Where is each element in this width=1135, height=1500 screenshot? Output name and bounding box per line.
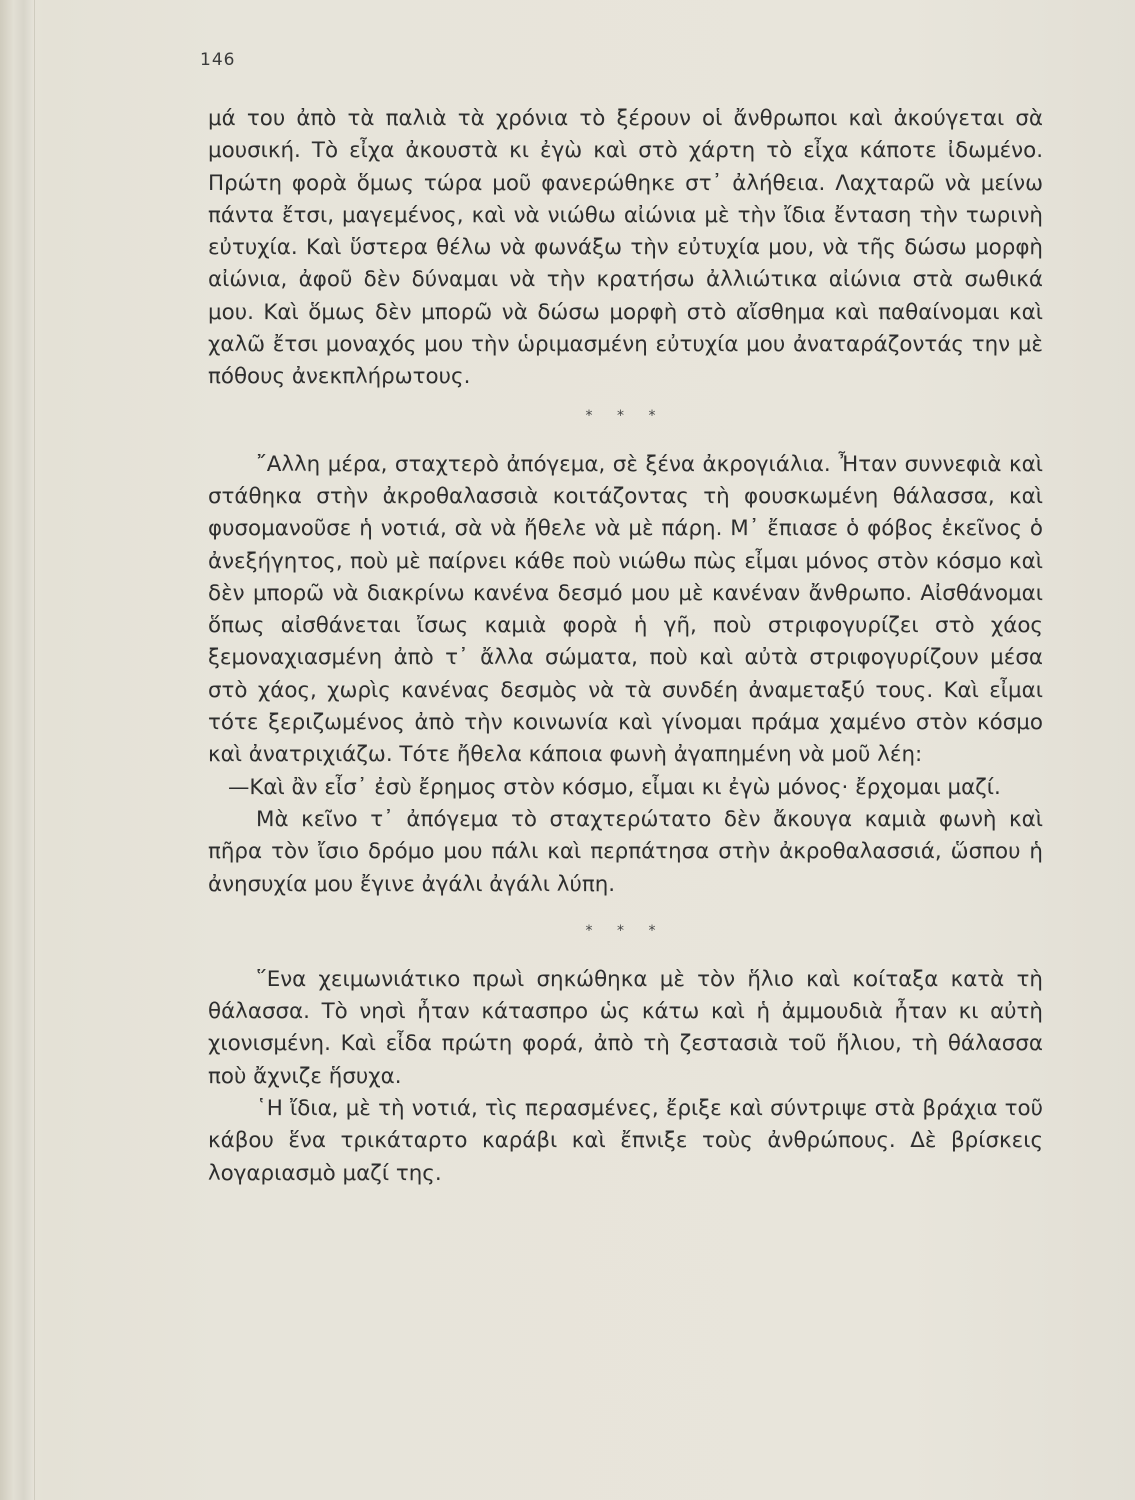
page-number: 146 xyxy=(200,50,236,70)
paragraph: ῎Αλλη μέρα, σταχτερὸ ἀπόγεμα, σὲ ξένα ἀκρογιάλια. Ἦταν συννεφιὰ καὶ στάθηκα στὴν ἀκροθαλασσιὰ κοιτάζοντας τὴ φουσκωμένη θάλασσα, καὶ φυσομανοῦσε ἡ νοτιά, σὰ νὰ ἤθελε νὰ μὲ πάρη. Μ᾿ ἔπιασε ὁ φόβος ἐκεῖνος ὁ ἀνεξήγητος, ποὺ μὲ παίρνει κάθε ποὺ νιώθω πὼς εἶμαι μόνος στὸν κόσμο καὶ δὲν μπορῶ νὰ διακρίνω κανένα δεσμό μου μὲ κανέναν ἄνθρωπο. Αἰσθάνομαι ὅπως αἰσθάνεται ἴσως καμιὰ φορὰ ἡ γῆ, ποὺ στριφογυρίζει στὸ χάος ξεμοναχιασμένη ἀπὸ τ᾿ ἄλλα σώματα, ποὺ καὶ αὐτὰ στριφογυρίζουν μέσα στὸ χάος, χωρὶς κανένας δεσμὸς νὰ τὰ συνδέη ἀναμεταξύ τους. Καὶ εἶμαι τότε ξεριζωμένος ἀπὸ τὴν κοινωνία καὶ γίνομαι πράμα χαμένο στὸν κόσμο καὶ ἀνατριχιάζω. Τότε ἤθελα κάποια φωνὴ ἀγαπημένη νὰ μοῦ λέη: xyxy=(208,451,1043,768)
dialogue-line: —Καὶ ἂν εἶσ᾿ ἐσὺ ἔρημος στὸν κόσμο, εἶμαι κι ἐγὼ μόνος· ἔρχομαι μαζί. xyxy=(228,774,1001,800)
paragraph: μά του ἀπὸ τὰ παλιὰ τὰ χρόνια τὸ ξέρουν οἱ ἄνθρωποι καὶ ἀκούγεται σὰ μουσική. Τὸ εἶχα ἀκουστὰ κι ἐγὼ καὶ στὸ χάρτη τὸ εἶχα κάποτε ἰδωμένο. Πρώτη φορὰ ὅμως τώρα μοῦ φανερώθηκε στ᾿ ἀλήθεια. Λαχταρῶ νὰ μείνω πάντα ἔτσι, μαγεμένος, καὶ νὰ νιώθω αἰώνια μὲ τὴν ἴδια ἔνταση τὴν τωρινὴ εὐτυχία. Καὶ ὕστερα θέλω νὰ φωνάξω τὴν εὐτυχία μου, νὰ τῆς δώσω μορφὴ αἰώνια, ἀφοῦ δὲν δύναμαι νὰ τὴν κρατήσω ἀλλιώτικα αἰώνια στὰ σωθικά μου. Καὶ ὅμως δὲν μπορῶ νὰ δώσω μορφὴ στὸ αἴσθημα καὶ παθαίνομαι καὶ χαλῶ ἔτσι μοναχός μου τὴν ὡριμασμένη εὐτυχία μου ἀναταράζοντάς την μὲ πόθους ἀνεκπλήρωτους. xyxy=(208,106,1043,390)
body-text xyxy=(208,103,1043,1190)
paragraph: Μὰ κεῖνο τ᾿ ἀπόγεμα τὸ σταχτερώτατο δὲν ἄκουγα καμιὰ φωνὴ καὶ πῆρα τὸν ἴσιο δρόμο μου πάλι καὶ περπάτησα στὴν ἀκροθαλασσιά, ὥσπου ἡ ἀνησυχία μου ἔγινε ἀγάλι ἀγάλι λύπη. xyxy=(208,806,1043,897)
paragraph: ῾Η ἴδια, μὲ τὴ νοτιά, τὶς περασμένες, ἔριξε καὶ σύντριψε στὰ βράχια τοῦ κάβου ἕνα τρικάταρτο καράβι καὶ ἔπνιξε τοὺς ἀνθρώπους. Δὲ βρίσκεις λογαριασμὸ μαζί της. xyxy=(208,1096,1043,1186)
paragraph: ῞Ενα χειμωνιάτικο πρωὶ σηκώθηκα μὲ τὸν ἥλιο καὶ κοίταξα κατὰ τὴ θάλασσα. Τὸ νησὶ ἦταν κάτασπρο ὡς κάτω καὶ ἡ ἀμμουδιὰ ἦταν κι αὐτὴ χιονισμένη. Καὶ εἶδα πρώτη φορά, ἀπὸ τὴ ζεστασιὰ τοῦ ἥλιου, τὴ θάλασσα ποὺ ἄχνιζε ἥσυχα. xyxy=(208,966,1043,1089)
page-binding-edge xyxy=(0,0,35,1500)
section-separator: * * * xyxy=(585,407,666,424)
section-separator: * * * xyxy=(585,922,666,939)
